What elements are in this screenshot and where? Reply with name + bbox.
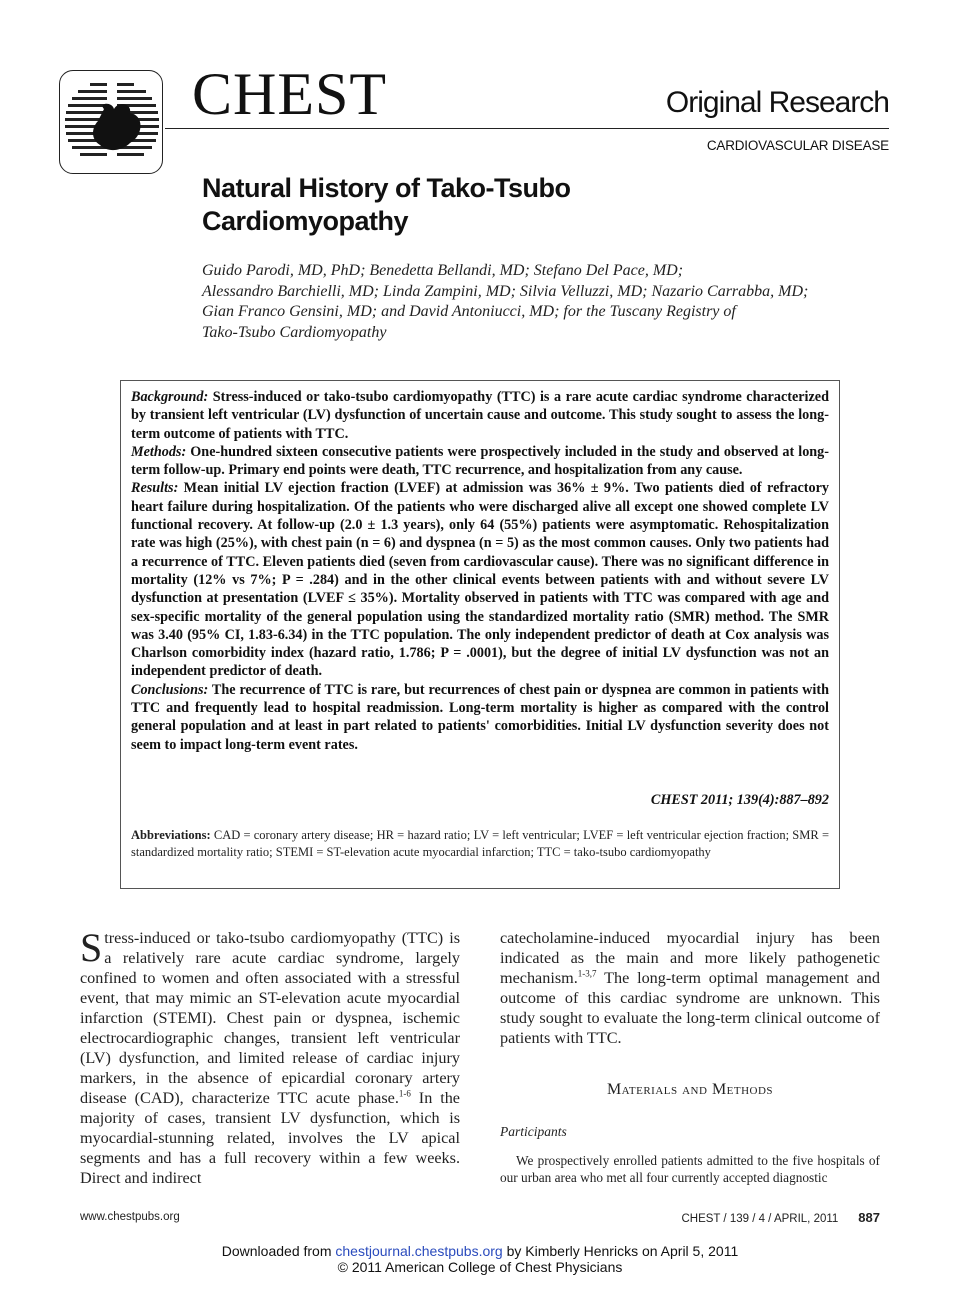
title-line: Cardiomyopathy <box>202 206 409 236</box>
abstract-methods: Methods: One-hundred sixteen consecutive patients were prospectively included in the study and observed at long-term follow-up. Primary end points were death, TTC recurrence, and hospitalization from any cause. <box>131 443 829 479</box>
footer-issue: CHEST / 139 / 4 / APRIL, 2011 887 <box>681 1210 880 1225</box>
reference-link[interactable]: 1-6 <box>398 1088 411 1099</box>
author-list <box>202 261 882 343</box>
abstract-label: Methods: <box>131 443 187 460</box>
download-line: Downloaded from chestjournal.chestpubs.org by Kimberly Henricks on April 5, 2011 <box>221 1243 739 1259</box>
article-title <box>202 172 762 238</box>
abstract-background: Background: Stress-induced or tako-tsubo cardiomyopathy (TTC) is a rare acute cardiac syndrome characterized by transient left ventricular (LV) dysfunction of uncertain cause and outcome. This study sought to assess the long-term outcome of patients with TTC. <box>131 389 829 442</box>
author-line: Tako-Tsubo Cardiomyopathy <box>202 323 387 341</box>
abstract-results: Results: Mean initial LV ejection fraction (LVEF) at admission was 36% ± 9%. Two patients died of refractory heart failure during hospitalization. Of the patients who were discharged alive all except one showed complete LV functional recovery. At follow-up (2.0 ± 1.3 years), only 64 (55%) patients were asymptomatic. Rehospitalization rate was high (25%), with chest pain (n = 6) and dyspnea (n = 5) as the most common causes. Only two patients had a recurrence of TTC. Eleven patients died (seven from cardiovascular cause). There was no significant difference in mortality (12% vs 7%; P = .284) and in the other clinical events between patients with and without severe LV dysfunction at presentation (LVEF ≤ 35%). Mortality observed in patients with TTC was compared with age and sex-specific mortality of the general population using the standardized mortality ratio (SMR) method. The SMR was 3.40 (95% CI, 1.83-6.34) in the TTC population. The only independent predictor of death at Cox analysis was Charlson comorbidity index (hazard ratio, 1.786; P = .0001), but the degree of initial LV dysfunction was not an independent predictor of death. <box>131 480 829 680</box>
section-heading: Materials and Methods <box>606 1081 774 1098</box>
citation: CHEST 2011; 139(4):887–892 <box>650 792 829 808</box>
drop-cap: S <box>80 925 103 970</box>
page-number: 887 <box>858 1210 880 1225</box>
abbreviations: Abbreviations: CAD = coronary artery disease; HR = hazard ratio; LV = left ventricular; LVEF = left ventricular ejection fraction; SMR = standardized mortality ratio; STEMI = ST-elevation acute myocardial infarction; TTC = tako-tsubo cardiomyopathy <box>131 828 829 859</box>
author-line: Alessandro Barchielli, MD; Linda Zampini, MD; Silvia Velluzzi, MD; Nazario Carrabba, MD; <box>202 282 809 300</box>
subsection-heading: Participants <box>500 1124 567 1139</box>
abstract-text <box>131 388 829 754</box>
journal-logo <box>59 70 163 174</box>
abstract-label: Results: <box>131 480 179 497</box>
section-tag: CARDIOVASCULAR DISEASE <box>706 138 889 153</box>
copyright-line: © 2011 American College of Chest Physicians <box>337 1259 623 1275</box>
body-column-right: catecholamine-induced myocardial injury has been indicated as the main and more likely pathogenetic mechanism.$^{1-3,7}$ The long-term optimal management and outcome of this cardiac syndrome are unknown. This study sought to evaluate the long-term clinical outcome of patients with TTC. <box>500 929 880 1047</box>
abstract-label: Background: <box>131 389 209 405</box>
download-link[interactable]: chestjournal.chestpubs.org <box>335 1243 503 1259</box>
header-rule <box>165 128 889 129</box>
abstract-label: Conclusions: <box>131 681 209 698</box>
body-column-left: Stress-induced or tako-tsubo cardiomyopathy (TTC) is a relatively rare acute cardiac syndrome, largely confined to women and often associated with a stressful event, that may mimic an ST-elevation acute myocardial infarction (STEMI). Chest pain or dyspnea, ischemic electrocardiographic changes, transient left ventricular (LV) dysfunction, and limited release of cardiac injury markers, in the absence of epicardial coronary artery disease (CAD), characterize TTC acute phase.$^{1-6}$ In the majority of cases, transient LV dysfunction, which is myocardial-stunning related, involves the LV apical segments and has a full recovery within a few weeks. Direct and indirect <box>80 925 460 1187</box>
abbreviations-label: Abbreviations: <box>131 828 211 842</box>
title-line: Natural History of Tako-Tsubo <box>202 173 571 203</box>
download-notice <box>0 1243 960 1275</box>
author-line: Guido Parodi, MD, PhD; Benedetta Bellandi, MD; Stefano Del Pace, MD; <box>202 262 684 279</box>
reference-link[interactable]: 1-3,7 <box>577 968 597 979</box>
footer-website[interactable]: www.chestpubs.org <box>80 1211 180 1223</box>
journal-name: CHEST <box>192 61 388 127</box>
abstract-conclusions: Conclusions: The recurrence of TTC is rare, but recurrences of chest pain or dyspnea are common in patients with TTC and frequently lead to hospital readmission. Long-term mortality is higher as compared with the control general population and at least in part related to patients' comorbidities. Initial LV dysfunction severity does not seem to impact long-term event rates. <box>131 681 829 753</box>
author-line: Gian Franco Gensini, MD; and David Antoniucci, MD; for the Tuscany Registry of <box>202 303 736 320</box>
chest-lungs-heart-icon <box>60 71 163 174</box>
participants-paragraph: We prospectively enrolled patients admitted to the five hospitals of our urban area who met all four currently accepted diagnostic <box>500 1153 880 1185</box>
article-type: Original Research <box>665 86 889 119</box>
